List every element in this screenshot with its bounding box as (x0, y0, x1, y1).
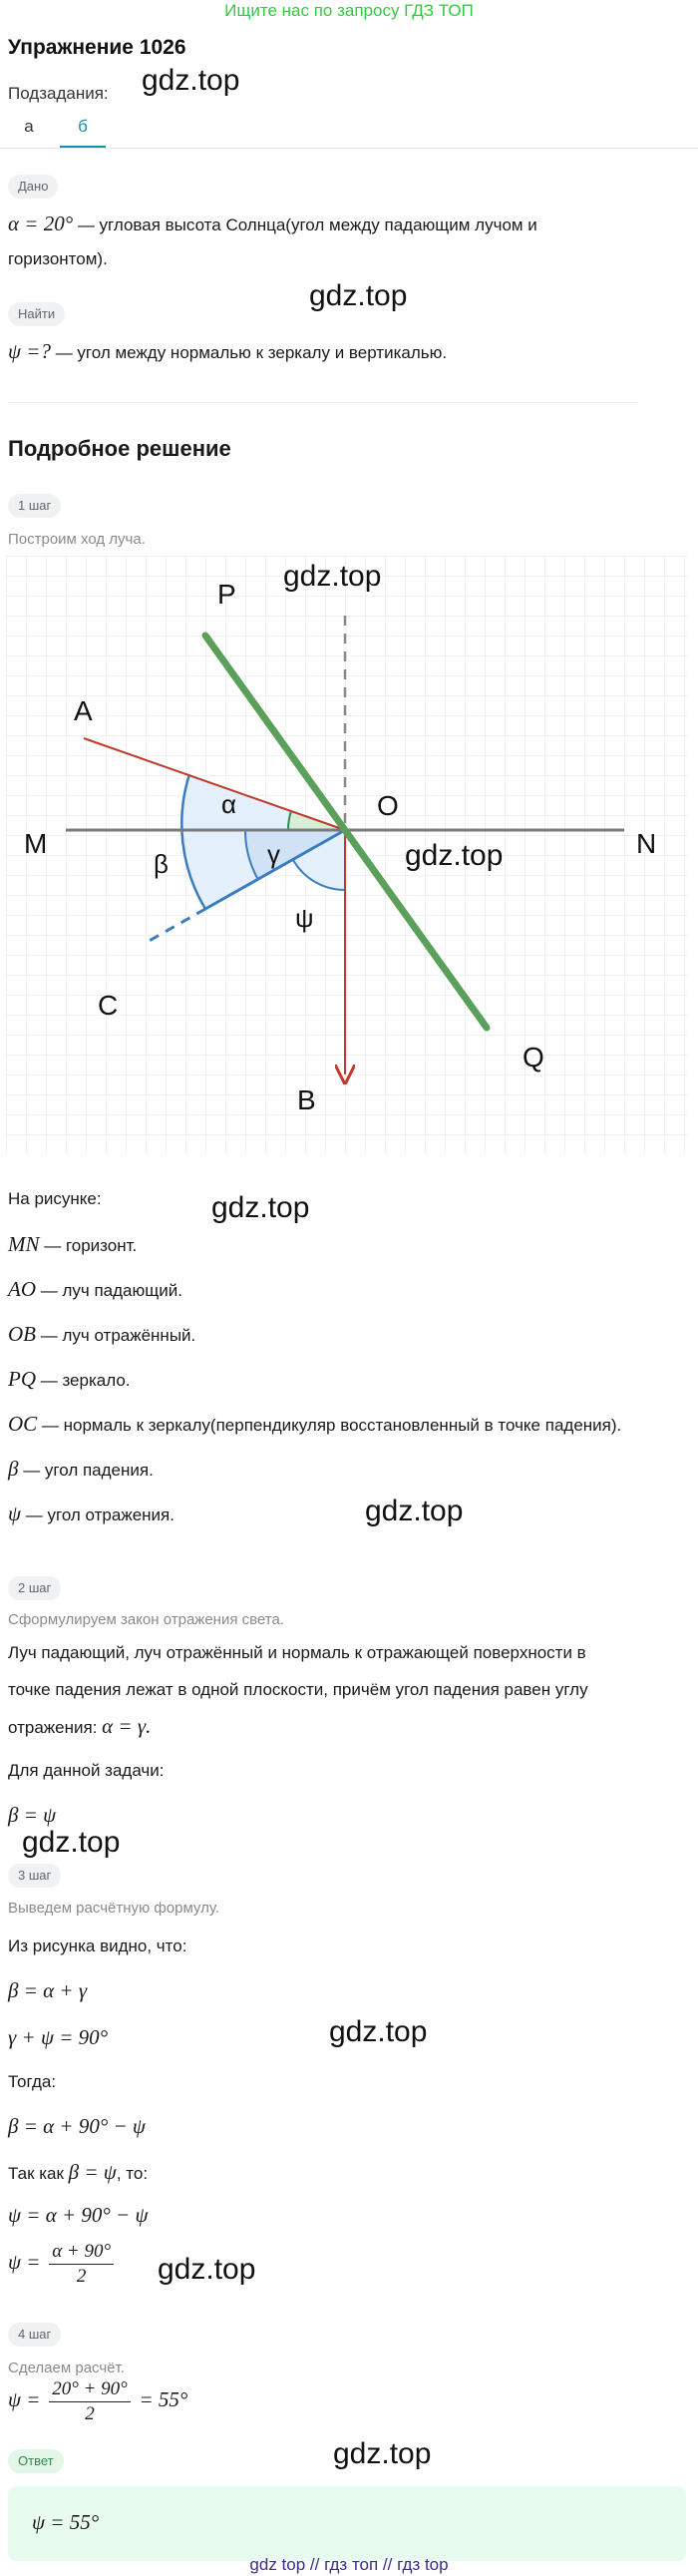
top-banner[interactable]: Ищите нас по запросу ГДЗ ТОП (224, 1, 474, 20)
watermark: gdz.top (329, 2015, 428, 2048)
step-4-pill: 4 шаг (8, 2323, 61, 2347)
given-line-2: горизонтом). (8, 249, 108, 268)
answer-value: ψ = 55° (32, 2510, 100, 2534)
find-line (8, 339, 447, 364)
eq1: β = α + γ (8, 1978, 88, 2002)
watermark: gdz.top (211, 1191, 310, 1224)
eq3: β = α + 90° − ψ (8, 2114, 146, 2138)
answer-pill: Ответ (8, 2449, 64, 2473)
legend-item: β — угол падения. (8, 1457, 154, 1481)
given-line-1 (8, 212, 537, 236)
section-divider (8, 402, 638, 403)
tab-b[interactable]: б (60, 110, 106, 148)
watermark: gdz.top (158, 2253, 256, 2286)
watermark: gdz.top (365, 1495, 464, 1527)
then: Тогда: (8, 2072, 57, 2091)
since-line: Так как β = ψ, то: (8, 2160, 149, 2184)
label-q: Q (523, 1042, 544, 1073)
tabs-divider (0, 148, 698, 149)
legend-item: OB — луч отражённый. (8, 1322, 196, 1346)
label-a: A (74, 695, 93, 726)
fraction: $\frac{\alpha + 90^\circ}{2}$ (49, 2241, 114, 2288)
law-line-1: Луч падающий, луч отражённый и нормаль к отражающей поверхности в (8, 1643, 586, 1662)
solution-title: Подробное решение (8, 436, 231, 461)
step-3-pill: 3 шаг (8, 1864, 61, 1888)
law-line-3: отражения: α = γ. (8, 1714, 152, 1738)
watermark: gdz.top (333, 2437, 432, 2470)
find-pill: Найти (8, 302, 65, 326)
label-psi: ψ (295, 903, 314, 933)
law-math: α = γ. (102, 1714, 152, 1738)
subtasks-label: Подзадания: (8, 84, 109, 103)
legend-item: ψ — угол отражения. (8, 1502, 174, 1525)
given-math: α = 20° (8, 212, 74, 235)
given-pill: Дано (8, 175, 58, 199)
step-4-hint: Сделаем расчёт. (8, 2360, 125, 2376)
label-o: O (377, 790, 399, 821)
subtask-tabs (8, 110, 106, 148)
law-line-2: точке падения лежат в одной плоскости, причём угол падения равен углу (8, 1680, 588, 1699)
step-3-hint: Выведем расчётную формулу. (8, 1900, 220, 1917)
from-figure: Из рисунка видно, что: (8, 1936, 187, 1955)
step-2-hint: Сформулируем закон отражения света. (8, 1611, 284, 1628)
page-title: Упражнение 1026 (8, 36, 186, 59)
legend-item: PQ — зеркало. (8, 1367, 131, 1391)
watermark: gdz.top (309, 279, 408, 312)
fraction: $\frac{20^\circ + 90^\circ}{2}$ (49, 2378, 131, 2425)
label-n: N (636, 828, 657, 859)
step-1-pill: 1 шаг (8, 494, 61, 518)
calc-line: ψ = $\frac{20^\circ + 90^\circ}{2}$ = 55° (8, 2378, 188, 2424)
watermark: gdz.top (283, 560, 382, 593)
step-2-pill: 2 шаг (8, 1576, 61, 1600)
eq2: γ + ψ = 90° (8, 2025, 109, 2049)
label-alpha: α (221, 789, 237, 819)
label-b: B (297, 1084, 316, 1115)
label-beta: β (154, 849, 169, 879)
find-math: ψ =? (8, 339, 51, 363)
watermark: gdz.top (405, 839, 504, 872)
bottom-bar[interactable]: gdz top // гдз топ // гдз top (249, 2555, 449, 2574)
legend-item: MN — горизонт. (8, 1232, 138, 1256)
eq-beta-psi: β = ψ (8, 1803, 57, 1827)
step-1-hint: Построим ход луча. (8, 531, 146, 548)
label-c: C (98, 990, 119, 1021)
answer-box (8, 2486, 686, 2561)
tab-a[interactable]: а (24, 117, 34, 136)
label-m: M (24, 828, 48, 859)
grid-background (6, 556, 688, 1154)
eq5: ψ = $\frac{\alpha + 90^\circ}{2}$ (8, 2241, 118, 2288)
find-text: — угол между нормалью к зеркалу и вертикалью. (50, 343, 448, 362)
legend-item: AO — луч падающий. (8, 1277, 182, 1301)
for-task: Для данной задачи: (8, 1761, 165, 1780)
watermark: gdz.top (142, 64, 240, 97)
watermark: gdz.top (22, 1826, 121, 1859)
label-gamma: γ (267, 839, 280, 869)
given-text-1: — угловая высота Солнца(угол между падающим лучом и (73, 215, 537, 234)
label-p: P (217, 579, 236, 610)
ray-diagram (6, 556, 688, 1154)
legend-intro: На рисунке: (8, 1189, 102, 1208)
eq4: ψ = α + 90° − ψ (8, 2203, 149, 2227)
legend-item: OC — нормаль к зеркалу(перпендикуляр восстановленный в точке падения). (8, 1412, 622, 1436)
